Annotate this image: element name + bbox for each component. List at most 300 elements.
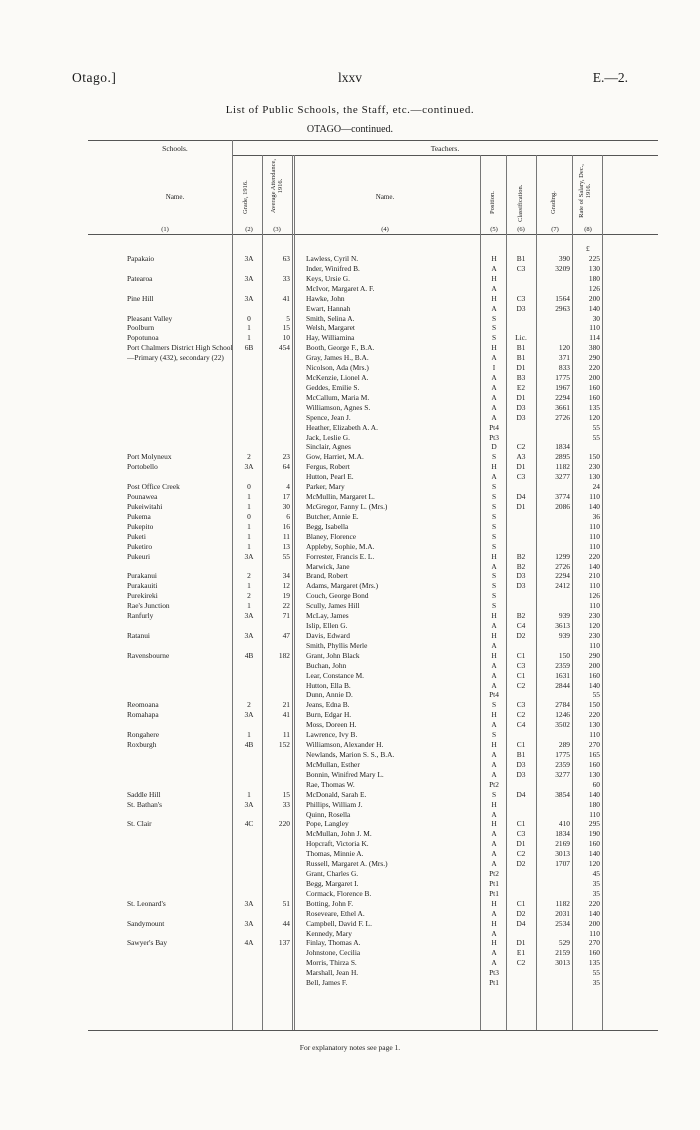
school-name-cell: Ravensbourne: [127, 651, 170, 660]
classification-cell: C4: [516, 622, 526, 631]
teacher-name-cell: Adams, Margaret (Mrs.): [306, 582, 379, 591]
col-number: (3): [273, 226, 281, 233]
grade-cell: 3A: [244, 612, 254, 621]
attendance-cell: 10: [282, 334, 290, 343]
group-teachers: Teachers.: [430, 144, 460, 153]
teacher-name-cell: Booth, George F., B.A.: [306, 344, 375, 353]
teacher-name-cell: Scully, James Hill: [306, 602, 360, 611]
salary-cell: 220: [588, 552, 600, 561]
school-name-cell: Poolburn: [127, 324, 155, 333]
grading-cell: 2726: [555, 413, 570, 422]
grading-cell: 1182: [555, 463, 570, 472]
attendance-cell: 11: [282, 731, 290, 740]
grading-cell: 1967: [555, 383, 570, 392]
teacher-name-cell: Sinclair, Agnes: [306, 443, 351, 452]
position-cell: S: [491, 314, 497, 323]
salary-cell: 55: [592, 691, 600, 700]
grade-cell: 3A: [244, 919, 254, 928]
classification-cell: B2: [516, 552, 526, 561]
teacher-name-cell: Bonnin, Winifred Mary L.: [306, 770, 384, 779]
position-cell: S: [491, 532, 497, 541]
col-teacher-name: Name.: [375, 193, 395, 201]
salary-cell: 55: [592, 969, 600, 978]
classification-cell: D3: [516, 582, 526, 591]
classification-cell: B2: [516, 612, 526, 621]
col-number: (6): [517, 226, 525, 233]
grade-cell: 1: [247, 503, 251, 511]
school-name-cell: Rongahere: [127, 731, 160, 740]
salary-cell: 120: [588, 413, 600, 422]
classification-cell: C2: [516, 850, 526, 859]
grading-cell: 529: [558, 939, 570, 948]
col-grading: Grading.: [550, 191, 557, 214]
teacher-name-cell: Hopcraft, Victoria K.: [306, 840, 369, 849]
salary-cell: 140: [588, 681, 600, 690]
teacher-name-cell: McMullan, John J. M.: [306, 830, 372, 839]
teacher-name-cell: McGregor, Fanny L. (Mrs.): [306, 503, 388, 511]
attendance-cell: 55: [282, 552, 290, 561]
position-cell: H: [491, 919, 497, 928]
salary-cell: 110: [589, 810, 600, 819]
grading-cell: 1775: [555, 374, 570, 383]
col-school-name: Name.: [165, 193, 185, 201]
header-left: Otago.]: [72, 70, 117, 85]
position-cell: A: [491, 304, 497, 313]
school-name-cell: Ratanui: [127, 631, 150, 640]
position-cell: H: [491, 612, 497, 621]
salary-cell: 60: [592, 780, 600, 789]
classification-cell: B3: [516, 374, 526, 383]
position-cell: H: [491, 552, 497, 561]
teacher-name-cell: Inder, Winifred B.: [306, 264, 360, 273]
position-cell: S: [491, 542, 497, 551]
teacher-name-cell: Hutton, Pearl E.: [306, 473, 354, 482]
salary-cell: 30: [592, 314, 600, 323]
position-cell: H: [491, 651, 497, 660]
position-cell: A: [491, 770, 497, 779]
group-schools: Schools.: [162, 144, 188, 153]
page-header: [72, 70, 628, 90]
position-cell: S: [491, 483, 497, 492]
salary-cell: 200: [588, 294, 600, 303]
teacher-name-cell: Williamson, Alexander H.: [306, 741, 384, 750]
teacher-name-cell: Gray, James H., B.A.: [306, 354, 369, 363]
classification-cell: B2: [516, 562, 526, 571]
position-cell: S: [491, 334, 497, 343]
col-number: (4): [381, 226, 389, 233]
grade-cell: 2: [247, 572, 251, 581]
attendance-cell: 4: [286, 483, 290, 492]
col-divider: [292, 155, 293, 1030]
position-cell: Pt1: [489, 889, 499, 898]
col-divider: [294, 155, 295, 1030]
position-cell: I: [492, 364, 496, 373]
classification-cell: D4: [516, 919, 526, 928]
teacher-name-cell: Williamson, Agnes S.: [306, 403, 371, 412]
grading-cell: 2169: [555, 840, 570, 849]
grading-cell: 2159: [555, 949, 570, 958]
position-cell: A: [491, 909, 497, 918]
teacher-name-cell: Smith, Selina A.: [306, 314, 355, 323]
teacher-name-cell: Lawless, Cyril N.: [306, 255, 359, 263]
salary-cell: 160: [588, 760, 600, 769]
position-cell: A: [491, 830, 497, 839]
salary-cell: 140: [588, 503, 600, 511]
salary-cell: 110: [589, 929, 600, 938]
grade-cell: 3A: [244, 899, 254, 908]
position-cell: A: [491, 810, 497, 819]
grading-cell: 1299: [555, 552, 570, 561]
salary-cell: 290: [588, 651, 600, 660]
attendance-cell: 182: [278, 651, 290, 660]
classification-cell: C2: [516, 711, 526, 720]
group-rule: [232, 155, 658, 156]
salary-cell: 160: [588, 393, 600, 402]
position-cell: Pt2: [489, 870, 499, 879]
position-cell: Pt4: [489, 691, 499, 700]
grading-cell: 2726: [555, 562, 570, 571]
grading-cell: 120: [558, 344, 570, 353]
teacher-name-cell: Newlands, Marion S. S., B.A.: [306, 751, 395, 759]
salary-cell: 220: [588, 364, 600, 373]
grading-cell: 1775: [555, 751, 570, 759]
attendance-cell: 12: [282, 582, 290, 591]
attendance-cell: 11: [282, 532, 290, 541]
position-cell: Pt2: [489, 780, 499, 789]
school-name-cell: Pukeuri: [127, 552, 150, 561]
classification-cell: D1: [516, 393, 526, 402]
teacher-name-cell: Spence, Jean J.: [306, 413, 351, 422]
salary-cell: 135: [588, 959, 600, 968]
attendance-cell: 19: [282, 592, 290, 601]
grade-cell: 0: [247, 483, 251, 492]
salary-cell: 150: [588, 701, 600, 710]
salary-cell: 290: [588, 354, 600, 363]
position-cell: H: [491, 274, 497, 283]
teacher-name-cell: Jeans, Edna B.: [306, 701, 350, 710]
position-cell: S: [491, 790, 497, 799]
salary-cell: 135: [588, 403, 600, 412]
salary-cell: 140: [588, 562, 600, 571]
grading-cell: 3774: [555, 493, 570, 502]
grade-cell: 1: [247, 790, 251, 799]
teacher-name-cell: Quinn, Rosella: [306, 810, 351, 819]
school-name-cell: Post Office Creek: [127, 483, 180, 492]
position-cell: A: [491, 354, 497, 363]
position-cell: H: [491, 631, 497, 640]
col-divider: [480, 155, 481, 1030]
classification-cell: D3: [516, 572, 526, 581]
grading-cell: 2359: [555, 661, 570, 670]
grading-cell: 410: [558, 820, 570, 829]
grading-cell: 2895: [555, 453, 570, 462]
classification-cell: D2: [516, 909, 526, 918]
col-position: Position.: [489, 191, 496, 214]
classification-cell: D1: [516, 840, 526, 849]
attendance-cell: 44: [282, 919, 290, 928]
salary-cell: 225: [588, 255, 600, 263]
position-cell: A: [491, 413, 497, 422]
header-right: E.—2.: [592, 70, 628, 85]
grade-cell: 4C: [244, 820, 254, 829]
teacher-name-cell: Marwick, Jane: [306, 562, 350, 571]
col-number: (8): [584, 226, 592, 233]
position-cell: Pt4: [489, 423, 499, 432]
grading-cell: 3661: [555, 403, 570, 412]
attendance-cell: 13: [282, 542, 290, 551]
classification-cell: C4: [516, 721, 526, 730]
salary-cell: 380: [588, 344, 600, 353]
teacher-name-cell: Forrester, Francis E. L.: [306, 552, 375, 561]
position-cell: H: [491, 820, 497, 829]
grading-cell: 939: [558, 631, 570, 640]
teacher-name-cell: Buchan, John: [306, 661, 347, 670]
teacher-name-cell: Davis, Edward: [306, 631, 350, 640]
classification-cell: C1: [516, 741, 526, 750]
page-subtitle: OTAGO—continued.: [306, 124, 394, 135]
attendance-cell: 63: [282, 255, 290, 263]
position-cell: A: [491, 671, 497, 680]
grading-cell: 150: [558, 651, 570, 660]
school-name-cell: Pukema: [127, 512, 151, 521]
grading-cell: 2844: [555, 681, 570, 690]
school-name-cell: Puketiro: [127, 542, 153, 551]
salary-cell: 180: [588, 800, 600, 809]
school-name-cell: Portobello: [127, 463, 158, 472]
position-cell: S: [491, 512, 497, 521]
salary-cell: 165: [588, 751, 600, 759]
position-cell: A: [491, 393, 497, 402]
teacher-name-cell: Blaney, Florence: [306, 532, 357, 541]
school-name-cell: Roxburgh: [127, 741, 157, 750]
salary-cell: 200: [588, 919, 600, 928]
grading-cell: 1834: [555, 830, 570, 839]
school-name-cell: Puketi: [127, 532, 146, 541]
salary-cell: 295: [588, 820, 600, 829]
school-name-cell: St. Leonard's: [127, 899, 166, 908]
grade-cell: 1: [247, 334, 251, 343]
classification-cell: D1: [516, 939, 526, 948]
position-cell: H: [491, 344, 497, 353]
position-cell: S: [491, 592, 497, 601]
school-name-cell: St. Clair: [127, 820, 152, 829]
classification-cell: C3: [516, 661, 526, 670]
salary-cell: 160: [588, 840, 600, 849]
classification-cell: C1: [516, 651, 526, 660]
school-name-cell: Ranfurly: [127, 612, 154, 621]
grading-cell: 1246: [555, 711, 570, 720]
attendance-cell: 21: [282, 701, 290, 710]
school-name-cell: —Primary (432), secondary (22): [127, 354, 224, 363]
grading-cell: 2359: [555, 760, 570, 769]
salary-cell: 36: [592, 512, 600, 521]
col-number: (2): [245, 226, 253, 233]
school-name-cell: St. Bathan's: [127, 800, 163, 809]
position-cell: A: [491, 383, 497, 392]
classification-cell: D2: [516, 860, 526, 869]
classification-cell: B1: [516, 344, 526, 353]
grading-cell: 3502: [555, 721, 570, 730]
teacher-name-cell: Dunn, Annie D.: [306, 691, 353, 700]
teacher-name-cell: Hutton, Ella B.: [306, 681, 351, 690]
grade-cell: 3A: [244, 552, 254, 561]
salary-cell: 130: [588, 264, 600, 273]
salary-cell: 114: [589, 334, 600, 343]
attendance-cell: 454: [278, 344, 290, 353]
school-name-cell: Rae's Junction: [127, 602, 170, 611]
position-cell: H: [491, 255, 497, 263]
grade-cell: 4B: [244, 741, 254, 750]
salary-cell: 140: [588, 304, 600, 313]
school-name-cell: Purakanui: [127, 572, 157, 581]
position-cell: S: [491, 324, 497, 333]
col-divider: [262, 155, 263, 1030]
position-cell: H: [491, 800, 497, 809]
position-cell: A: [491, 264, 497, 273]
grading-cell: 1707: [555, 860, 570, 869]
position-cell: Pt1: [489, 979, 499, 988]
teacher-name-cell: Keys, Ursie G.: [306, 274, 350, 283]
grading-cell: 1564: [555, 294, 570, 303]
teacher-name-cell: Roseveare, Ethel A.: [306, 909, 365, 918]
attendance-cell: 64: [282, 463, 290, 472]
grading-cell: 2963: [555, 304, 570, 313]
teacher-name-cell: Grant, Charles G.: [306, 870, 359, 879]
classification-cell: C3: [516, 701, 526, 710]
teacher-name-cell: Pope, Langley: [306, 820, 349, 829]
attendance-cell: 152: [278, 741, 290, 750]
school-name-cell: Pleasant Valley: [127, 314, 173, 323]
classification-cell: C1: [516, 671, 526, 680]
grading-cell: 1631: [555, 671, 570, 680]
salary-cell: 150: [588, 453, 600, 462]
teacher-name-cell: Campbell, David F. L.: [306, 919, 372, 928]
grading-cell: 1834: [555, 443, 570, 452]
position-cell: S: [491, 602, 497, 611]
grading-cell: 2086: [555, 503, 570, 511]
col-grade: Grade, 1916.: [242, 180, 249, 214]
grading-cell: 3613: [555, 622, 570, 631]
teacher-name-cell: Morris, Thirza S.: [306, 959, 357, 968]
classification-cell: D2: [516, 631, 526, 640]
teacher-name-cell: Phillips, William J.: [306, 800, 363, 809]
col-classification: Classification.: [517, 184, 524, 222]
school-name-cell: Port Chalmers District High School: [127, 344, 233, 353]
salary-cell: 200: [588, 374, 600, 383]
grade-cell: 4A: [244, 939, 254, 948]
salary-cell: 110: [589, 641, 600, 650]
salary-cell: 110: [589, 532, 600, 541]
attendance-cell: 41: [282, 711, 290, 720]
salary-cell: 35: [592, 879, 600, 888]
salary-cell: 270: [588, 741, 600, 750]
school-name-cell: Pine Hill: [127, 294, 154, 303]
teacher-name-cell: Finlay, Thomas A.: [306, 939, 361, 948]
position-cell: A: [491, 403, 497, 412]
classification-cell: C1: [516, 899, 526, 908]
teacher-name-cell: Johnstone, Cecilia: [306, 949, 361, 958]
teacher-name-cell: Hay, Williamina: [306, 334, 355, 343]
col-divider: [536, 155, 537, 1030]
col-divider: [506, 155, 507, 1030]
teacher-name-cell: McKenzie, Lionel A.: [306, 374, 369, 383]
teacher-name-cell: Islip, Ellen G.: [306, 622, 348, 631]
position-cell: S: [491, 731, 497, 740]
attendance-cell: 6: [286, 512, 290, 521]
salary-cell: 220: [588, 711, 600, 720]
school-name-cell: Romahapa: [127, 711, 159, 720]
school-name-cell: Reomoana: [127, 701, 159, 710]
teacher-name-cell: Kennedy, Mary: [306, 929, 352, 938]
col-salary: Rate of Salary, Dec., 1916.: [578, 164, 592, 218]
grade-cell: 4B: [244, 651, 254, 660]
teacher-name-cell: McLay, James: [306, 612, 349, 621]
grading-cell: 2412: [555, 582, 570, 591]
grade-cell: 1: [247, 582, 251, 591]
grade-cell: 0: [247, 512, 251, 521]
grade-cell: 1: [247, 731, 251, 740]
salary-cell: 35: [592, 979, 600, 988]
teacher-name-cell: McMullan, Esther: [306, 760, 360, 769]
teacher-name-cell: Bell, James F.: [306, 979, 348, 988]
classification-cell: E1: [516, 949, 526, 958]
grade-cell: 3A: [244, 255, 254, 263]
salary-cell: 110: [589, 602, 600, 611]
teacher-name-cell: Marshall, Jean H.: [306, 969, 359, 978]
school-name-cell: Pukeiwitahi: [127, 503, 163, 511]
school-name-cell: Patearoa: [127, 274, 153, 283]
classification-cell: D4: [516, 493, 526, 502]
position-cell: S: [491, 453, 497, 462]
teacher-name-cell: Butcher, Annie E.: [306, 512, 359, 521]
col-divider: [572, 155, 573, 1030]
grading-cell: 3209: [555, 264, 570, 273]
classification-cell: D3: [516, 760, 526, 769]
salary-cell: 160: [588, 949, 600, 958]
attendance-cell: 51: [282, 899, 290, 908]
position-cell: H: [491, 741, 497, 750]
grading-cell: 1182: [555, 899, 570, 908]
position-cell: A: [491, 850, 497, 859]
grade-cell: 0: [247, 314, 251, 323]
classification-cell: D3: [516, 304, 526, 313]
teacher-name-cell: McCallum, Maria M.: [306, 393, 370, 402]
attendance-cell: 16: [282, 522, 290, 531]
classification-cell: E2: [516, 383, 526, 392]
classification-cell: D1: [516, 463, 526, 472]
grade-cell: 1: [247, 493, 251, 502]
grading-cell: 3013: [555, 850, 570, 859]
salary-cell: 210: [588, 572, 600, 581]
grade-cell: 3A: [244, 463, 254, 472]
grade-cell: 1: [247, 602, 251, 611]
teacher-name-cell: Couch, George Bond: [306, 592, 369, 601]
teacher-name-cell: Burn, Edgar H.: [306, 711, 352, 720]
grade-cell: 1: [247, 324, 251, 333]
salary-cell: 200: [588, 661, 600, 670]
attendance-cell: 47: [282, 631, 290, 640]
position-cell: H: [491, 294, 497, 303]
salary-cell: 230: [588, 612, 600, 621]
position-cell: S: [491, 522, 497, 531]
teacher-name-cell: Smith, Phyllis Merle: [306, 641, 368, 650]
salary-cell: 126: [588, 284, 600, 293]
grading-cell: 939: [558, 612, 570, 621]
teacher-name-cell: Nicolson, Ada (Mrs.): [306, 364, 369, 373]
salary-cell: 180: [588, 274, 600, 283]
teacher-name-cell: Parker, Mary: [306, 483, 345, 492]
teacher-name-cell: Begg, Margaret I.: [306, 879, 359, 888]
